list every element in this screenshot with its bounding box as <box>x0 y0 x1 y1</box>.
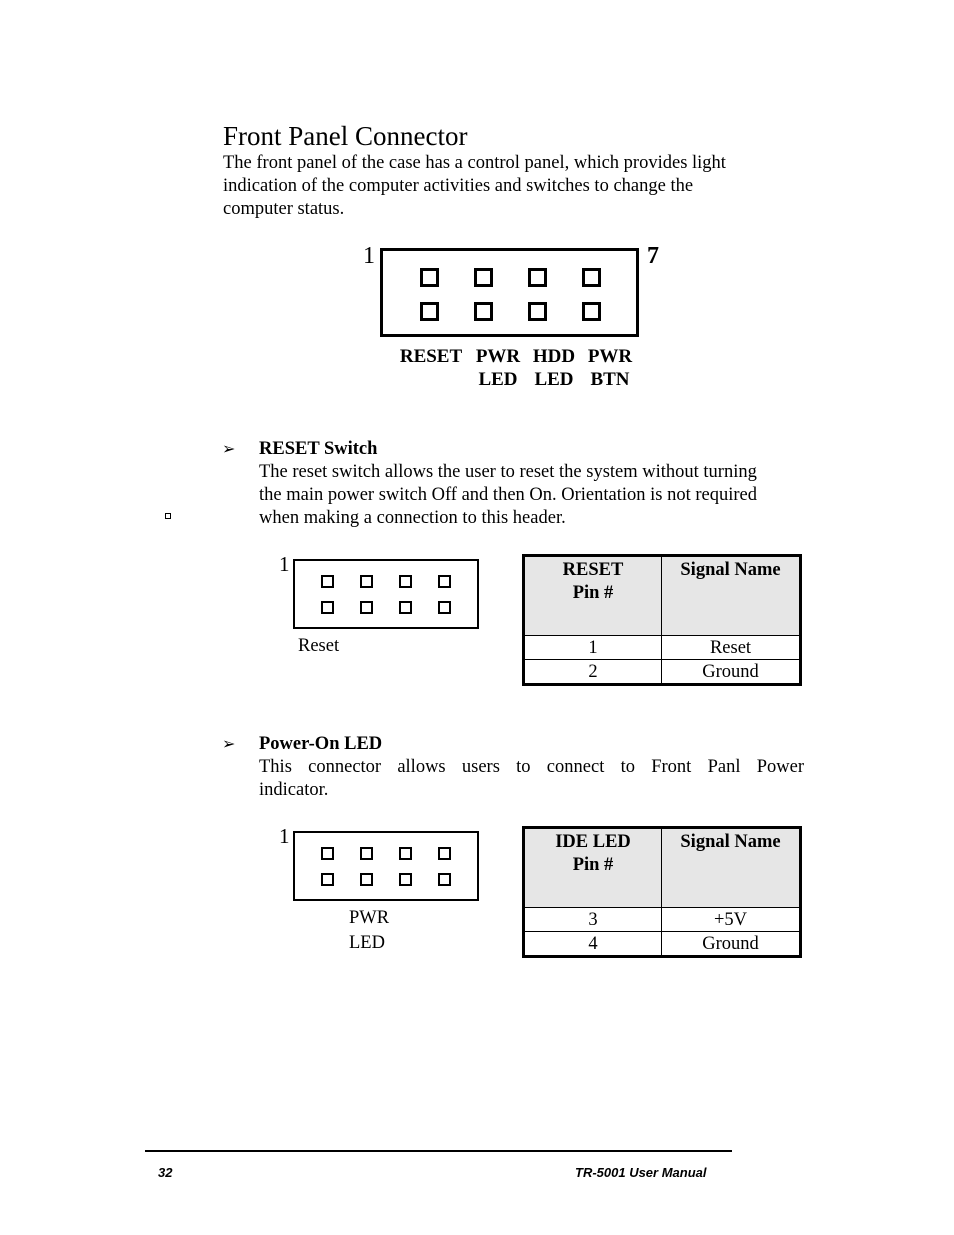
table-cell: Ground <box>662 932 801 957</box>
intro-paragraph <box>223 152 803 221</box>
table-cell: +5V <box>662 908 801 932</box>
table-row <box>524 908 801 932</box>
intro-line: computer status. <box>223 199 345 219</box>
header-line: Signal Name <box>680 832 781 852</box>
pin <box>360 873 373 886</box>
pin <box>474 268 493 287</box>
front-panel-connector <box>380 248 639 337</box>
body-line: when making a connection to this header. <box>259 508 566 528</box>
footer-rule <box>145 1150 732 1152</box>
pin-1-label: 1 <box>363 243 375 269</box>
power-led-caption <box>349 906 389 956</box>
reset-pin-1-label: 1 <box>279 552 290 576</box>
pin <box>582 302 601 321</box>
label-line: BTN <box>590 369 630 390</box>
pin <box>321 575 334 588</box>
table-header-signal <box>662 556 801 636</box>
pin <box>582 268 601 287</box>
pin <box>321 873 334 886</box>
manual-title: TR-5001 User Manual <box>575 1165 707 1180</box>
label-line: LED <box>534 369 574 390</box>
stray-mark <box>165 513 171 519</box>
table-cell: Ground <box>662 660 801 685</box>
connector-label-pwr-btn <box>580 345 640 391</box>
pin <box>399 873 412 886</box>
pin <box>321 847 334 860</box>
table-cell: 3 <box>524 908 662 932</box>
body-line: The reset switch allows the user to reset the system without turning <box>259 462 757 482</box>
pin <box>438 873 451 886</box>
page-number: 32 <box>158 1165 173 1180</box>
bullet-arrow-icon: ➢ <box>222 736 236 753</box>
section-heading-reset: RESET Switch <box>259 439 378 459</box>
table-cell: 4 <box>524 932 662 957</box>
connector-label-pwr-led <box>468 345 528 391</box>
connector-label-hdd-led <box>524 345 584 391</box>
section-heading-power-led: Power-On LED <box>259 734 383 754</box>
header-line: Pin # <box>572 855 614 875</box>
pin-7-label: 7 <box>647 243 659 269</box>
pin <box>399 575 412 588</box>
reset-signal-table <box>522 554 802 686</box>
caption-line: LED <box>349 933 385 953</box>
table-row <box>524 660 801 685</box>
pin <box>420 268 439 287</box>
reset-connector <box>293 559 479 629</box>
label-line: LED <box>478 369 518 390</box>
pin <box>438 847 451 860</box>
table-row <box>524 932 801 957</box>
section-body-reset <box>259 461 803 530</box>
power-led-connector <box>293 831 479 901</box>
pin <box>360 601 373 614</box>
table-header-signal <box>662 828 801 908</box>
body-line: This connector allows users to connect to Front Panl Power <box>259 757 804 777</box>
intro-line: The front panel of the case has a control panel, which provides light <box>223 153 726 173</box>
header-line: Signal Name <box>680 560 781 580</box>
label-line: PWR <box>475 346 521 367</box>
label-line: RESET <box>399 346 463 367</box>
pin <box>420 302 439 321</box>
header-line: RESET <box>562 560 624 580</box>
body-line: the main power switch Off and then On. Orientation is not required <box>259 485 758 505</box>
page-title: Front Panel Connector <box>223 121 468 151</box>
caption-line: PWR <box>349 908 390 928</box>
reset-caption: Reset <box>298 636 340 656</box>
pin <box>399 601 412 614</box>
pin <box>438 601 451 614</box>
section-body-power-led <box>259 756 804 802</box>
pin <box>360 575 373 588</box>
table-cell: Reset <box>662 636 801 660</box>
pin <box>438 575 451 588</box>
power-led-signal-table <box>522 826 802 958</box>
table-row <box>524 636 801 660</box>
intro-line: indication of the computer activities and switches to change the <box>223 176 694 196</box>
table-cell: 1 <box>524 636 662 660</box>
connector-label-reset <box>395 345 467 368</box>
table-header-pin <box>524 556 662 636</box>
label-line: PWR <box>587 346 633 367</box>
pin <box>528 302 547 321</box>
bullet-arrow-icon: ➢ <box>222 441 236 458</box>
table-cell: 2 <box>524 660 662 685</box>
header-line: IDE LED <box>555 832 631 852</box>
pin <box>360 847 373 860</box>
table-header-pin <box>524 828 662 908</box>
body-line: indicator. <box>259 780 329 800</box>
label-line: HDD <box>532 346 576 367</box>
pin <box>321 601 334 614</box>
header-line: Pin # <box>572 583 614 603</box>
pin <box>528 268 547 287</box>
pin <box>399 847 412 860</box>
power-led-pin-1-label: 1 <box>279 824 290 848</box>
pin <box>474 302 493 321</box>
